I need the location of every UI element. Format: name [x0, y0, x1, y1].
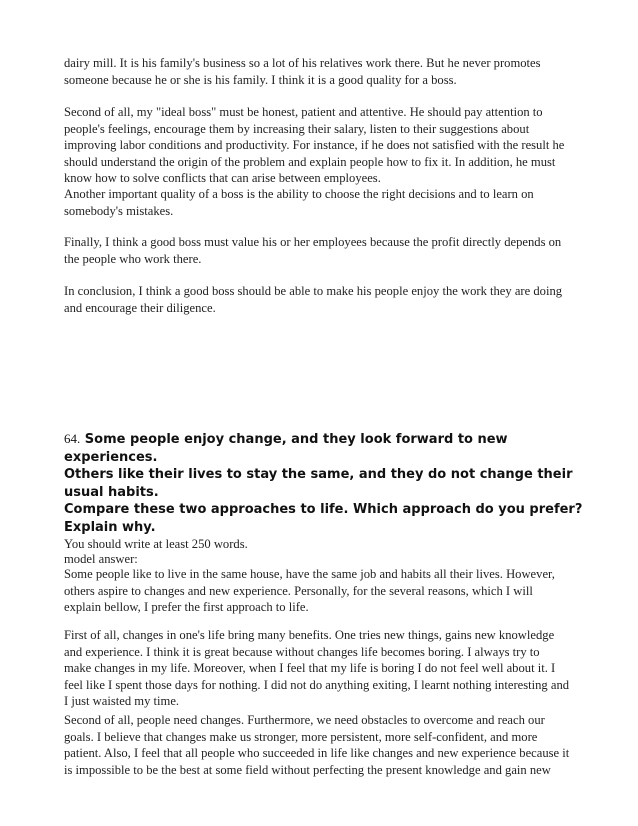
question-line-1 [64, 430, 584, 449]
question-line-6: Explain why. [64, 519, 156, 535]
paragraph-changes-benefits: First of all, changes in one's life bring many benefits. One tries new things, gains new knowledge and experience. I think it is great because without changes life becomes boring. I always try to make changes in my life. Moreover, when I feel that my life is boring I do not feel well about it. I feel like I spent those days for nothing. I did not do anything exiting, I learnt nothing interesting and I just waisted my time. [64, 628, 570, 709]
question-heading [64, 430, 584, 537]
paragraph-right-decisions: Another important quality of a boss is the ability to choose the right decisions and to learn on somebody's mistakes. [64, 187, 534, 218]
paragraph-ideal-boss: Second of all, my "ideal boss" must be honest, patient and attentive. He should pay attention to people's feelings, encourage them by increasing their salary, listen to their suggestions about improving labor conditions and productivity. For instance, if he does not satisfied with the result he should understand the origin of the problem and explain people how to fix it. In addition, he must know how to solve conflicts that can arise between employees. [64, 105, 565, 186]
model-answer-label: model answer: [64, 552, 138, 566]
question-line-2: experiences. [64, 449, 158, 465]
question-line-3: Others like their lives to stay the same, and they do not change their [64, 467, 573, 483]
paragraph-same-house: Some people like to live in the same house, have the same job and habits all their lives. However, others aspire to changes and new experience. Personally, for the several reasons, which I will explain bellow, I prefer the first approach to life. [64, 567, 555, 615]
question-line-1-text: Some people enjoy change, and they look forward to new [84, 432, 508, 447]
question-number: 64. [64, 431, 81, 446]
question-line-5: Compare these two approaches to life. Which approach do you prefer? [64, 502, 583, 518]
instruction-text: You should write at least 250 words. [64, 537, 248, 551]
paragraph-conclusion: In conclusion, I think a good boss should be able to make his people enjoy the work they are doing and encourage their diligence. [64, 284, 563, 315]
paragraph-need-changes: Second of all, people need changes. Furthermore, we need obstacles to overcome and reach our goals. I believe that changes make us stronger, more persistent, more self-confident, and more patient. Also, I feel that all people who succeeded in life like changes and new experience because it is impossible to be the best at some field without perfecting the present knowledge and gain new [64, 713, 570, 777]
paragraph-value-employees: Finally, I think a good boss must value his or her employees because the profit directly depends on the people who work there. [64, 235, 562, 266]
paragraph-dairy-mill: dairy mill. It is his family's business so a lot of his relatives work there. But he never promotes someone because he or she is his family. I think it is a good quality for a boss. [64, 56, 541, 87]
question-line-4: usual habits. [64, 484, 159, 500]
